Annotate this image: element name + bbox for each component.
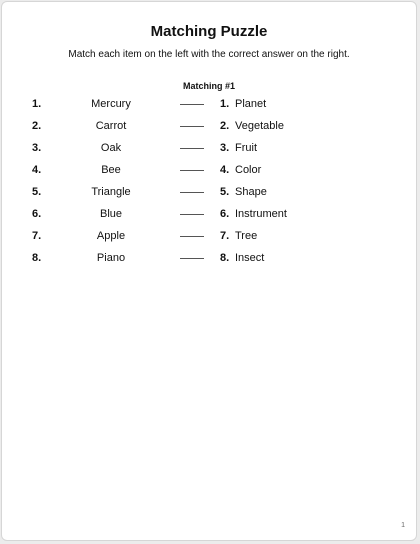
left-item: Triangle (91, 186, 131, 198)
right-item: Vegetable (235, 120, 284, 132)
matching-row (2, 139, 418, 161)
right-item: Color (235, 164, 262, 176)
left-item: Apple (96, 230, 126, 242)
instructions-text: Match each item on the left with the correct answer on the right. (68, 49, 350, 60)
right-item-number: 7. (220, 230, 230, 242)
left-item-number: 2. (32, 120, 42, 132)
right-item: Tree (235, 230, 258, 242)
left-item: Blue (99, 208, 123, 220)
left-item-number: 8. (32, 252, 42, 264)
answer-blank-line (180, 192, 204, 193)
matching-row (2, 249, 418, 271)
left-item: Oak (100, 142, 122, 154)
matching-row (2, 183, 418, 205)
answer-blank-line (180, 258, 204, 259)
left-item-number: 7. (32, 230, 42, 242)
page-number: 1 (401, 522, 405, 529)
answer-blank-line (180, 148, 204, 149)
page-title: Matching Puzzle (150, 23, 268, 40)
left-item-number: 1. (32, 98, 42, 110)
matching-row (2, 117, 418, 139)
worksheet-page (1, 1, 417, 541)
answer-blank-line (180, 236, 204, 237)
right-item-number: 2. (220, 120, 230, 132)
left-item-number: 5. (32, 186, 42, 198)
left-item-number: 4. (32, 164, 42, 176)
right-item-number: 3. (220, 142, 230, 154)
right-item: Fruit (235, 142, 257, 154)
right-item-number: 6. (220, 208, 230, 220)
matching-list (2, 95, 418, 271)
matching-row (2, 161, 418, 183)
left-item-number: 6. (32, 208, 42, 220)
left-item: Bee (101, 164, 121, 176)
answer-blank-line (180, 214, 204, 215)
right-item: Planet (235, 98, 267, 110)
right-item-number: 5. (220, 186, 230, 198)
answer-blank-line (180, 104, 204, 105)
right-item-number: 1. (220, 98, 230, 110)
left-item-number: 3. (32, 142, 42, 154)
answer-blank-line (180, 170, 204, 171)
left-item: Carrot (95, 120, 127, 132)
matching-row (2, 95, 418, 117)
right-item: Insect (235, 252, 265, 264)
matching-row (2, 227, 418, 249)
left-item: Mercury (91, 98, 131, 110)
right-item: Shape (235, 186, 267, 198)
matching-row (2, 205, 418, 227)
right-item: Instrument (235, 208, 287, 220)
right-item-number: 8. (220, 252, 230, 264)
answer-blank-line (180, 126, 204, 127)
right-item-number: 4. (220, 164, 230, 176)
section-title: Matching #1 (182, 81, 235, 91)
left-item: Piano (96, 252, 126, 264)
